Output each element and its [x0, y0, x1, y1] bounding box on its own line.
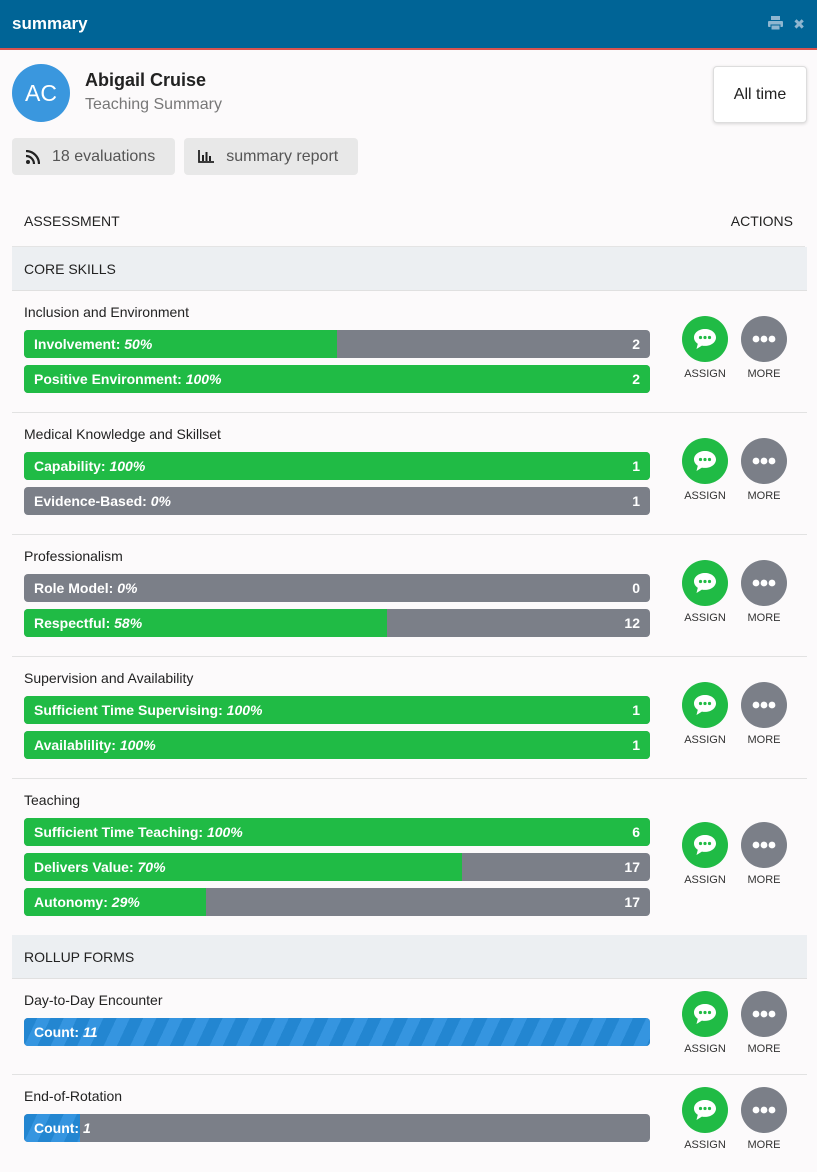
bar-name: Involvement: [34, 336, 121, 352]
assessment-group-inclusion-and-environment [12, 291, 807, 413]
progress-bar-capability[interactable] [24, 452, 650, 480]
chat-bubble-icon [682, 316, 728, 362]
bar-label [34, 609, 142, 637]
bar-value: 70% [137, 859, 166, 875]
progress-bar-availablility[interactable] [24, 731, 650, 759]
bar-value: 100% [226, 702, 263, 718]
bar-value: 11 [82, 1024, 98, 1040]
assign-button[interactable] [682, 682, 728, 746]
bar-count: 1 [632, 493, 640, 509]
chat-bubble-icon [682, 991, 728, 1037]
chat-bubble-icon [682, 822, 728, 868]
ellipsis-icon [741, 991, 787, 1037]
window-header [0, 0, 817, 50]
more-label: MORE [747, 734, 781, 746]
assign-button[interactable] [682, 316, 728, 380]
bar-count: 2 [632, 336, 640, 352]
assign-label: ASSIGN [684, 734, 726, 746]
more-button[interactable] [741, 560, 787, 624]
assign-button[interactable] [682, 822, 728, 886]
bar-label [34, 330, 152, 358]
bar-name: Count: [34, 1024, 80, 1040]
actions-column-header: ACTIONS [730, 213, 793, 229]
rss-icon [26, 150, 40, 164]
section-title: ROLLUP FORMS [24, 948, 135, 965]
bar-value: 100% [185, 371, 222, 387]
bar-value: 0% [150, 493, 171, 509]
group-label: Day-to-Day Encounter [24, 992, 163, 1008]
more-label: MORE [747, 612, 781, 624]
more-label: MORE [747, 368, 781, 380]
chat-bubble-icon [682, 560, 728, 606]
progress-bar-respectful[interactable] [24, 609, 650, 637]
bar-label [34, 1018, 98, 1046]
group-label: Medical Knowledge and Skillset [24, 426, 221, 442]
bar-count: 1 [632, 737, 640, 753]
ellipsis-icon [741, 822, 787, 868]
evaluations-button[interactable] [12, 138, 175, 175]
progress-bar-role-model[interactable] [24, 574, 650, 602]
assign-label: ASSIGN [684, 1139, 726, 1151]
group-label: Teaching [24, 792, 81, 808]
table-header [12, 213, 805, 247]
bar-count: 0 [632, 580, 640, 596]
progress-bar-count[interactable] [24, 1114, 650, 1142]
more-label: MORE [747, 490, 781, 502]
more-label: MORE [747, 1139, 781, 1151]
avatar: AC [12, 64, 70, 122]
summary-report-button[interactable] [184, 138, 358, 175]
progress-bar-sufficient-time-teaching[interactable] [24, 818, 650, 846]
bar-count: 17 [624, 894, 640, 910]
ellipsis-icon [741, 560, 787, 606]
bar-name: Autonomy: [34, 894, 108, 910]
bar-name: Respectful: [34, 615, 111, 631]
bar-label [34, 1114, 91, 1142]
chat-bubble-icon [682, 438, 728, 484]
group-label: End-of-Rotation [24, 1088, 123, 1104]
bar-name: Positive Environment: [34, 371, 182, 387]
assessment-group-professionalism [12, 535, 807, 657]
time-range-button[interactable]: All time [713, 66, 807, 123]
bar-label [34, 853, 166, 881]
section-header-core-skills [12, 247, 807, 291]
bar-chart-icon [198, 150, 214, 163]
user-subtitle: Teaching Summary [85, 96, 222, 113]
bar-label [34, 696, 262, 724]
bar-name: Delivers Value: [34, 859, 134, 875]
chat-bubble-icon [682, 682, 728, 728]
group-label: Inclusion and Environment [24, 304, 189, 320]
more-label: MORE [747, 873, 781, 886]
more-button[interactable] [741, 991, 787, 1055]
bar-name: Capability: [34, 458, 106, 474]
bar-label [34, 574, 137, 602]
bar-count: 1 [632, 458, 640, 474]
progress-bar-delivers-value[interactable] [24, 853, 650, 881]
chat-bubble-icon [682, 1087, 728, 1133]
bar-label [34, 731, 156, 759]
bar-count: 1 [632, 702, 640, 718]
assign-label: ASSIGN [684, 490, 726, 502]
bar-label [34, 888, 140, 916]
bar-value: 100% [206, 824, 243, 840]
ellipsis-icon [741, 682, 787, 728]
assign-button[interactable] [682, 1087, 728, 1151]
assign-button[interactable] [682, 438, 728, 502]
bar-name: Availablility: [34, 737, 116, 753]
assessment-group-supervision-and-availability [12, 657, 807, 779]
window-title: summary [12, 14, 88, 33]
bar-count: 12 [624, 615, 640, 631]
more-button[interactable] [741, 1087, 787, 1151]
assign-label: ASSIGN [684, 873, 726, 886]
assessment-group-teaching [12, 779, 807, 935]
assessment-column-header: ASSESSMENT [24, 213, 120, 229]
user-name: Abigail Cruise [85, 70, 207, 90]
progress-bar-autonomy[interactable] [24, 888, 650, 916]
bar-value: 29% [111, 894, 140, 910]
ellipsis-icon [741, 438, 787, 484]
more-label: MORE [747, 1043, 781, 1055]
progress-bar-sufficient-time-supervising[interactable] [24, 696, 650, 724]
assign-label: ASSIGN [684, 368, 726, 380]
progress-bar-involvement[interactable] [24, 330, 650, 358]
progress-bar-positive-environment[interactable] [24, 365, 650, 393]
progress-bar-evidence-based[interactable] [24, 487, 650, 515]
assign-label: ASSIGN [684, 612, 726, 624]
bar-count: 17 [624, 859, 640, 875]
assessment-group-day-to-day-encounter [12, 979, 807, 1075]
summary-report-label: summary report [226, 147, 339, 165]
assign-button[interactable] [682, 991, 728, 1055]
bar-label [34, 487, 171, 515]
bar-label [34, 818, 243, 846]
bar-name: Role Model: [34, 580, 114, 596]
bar-count: 6 [632, 824, 640, 840]
group-label: Supervision and Availability [24, 670, 194, 686]
assign-button[interactable] [682, 560, 728, 624]
profile-header [0, 50, 817, 138]
ellipsis-icon [741, 316, 787, 362]
more-button[interactable] [741, 438, 787, 502]
progress-bar-count[interactable] [24, 1018, 650, 1046]
bar-value: 100% [119, 737, 156, 753]
print-icon[interactable] [768, 16, 783, 33]
bar-name: Count: [34, 1120, 80, 1136]
bar-name: Sufficient Time Supervising: [34, 702, 223, 718]
more-button[interactable] [741, 822, 787, 886]
bar-value: 50% [124, 336, 153, 352]
bar-value: 0% [117, 580, 138, 596]
assessment-group-medical-knowledge-and-skillset [12, 413, 807, 535]
bar-value: 100% [109, 458, 146, 474]
assessment-group-end-of-rotation [12, 1075, 807, 1170]
ellipsis-icon [741, 1087, 787, 1133]
bar-label [34, 452, 145, 480]
bar-label [34, 365, 222, 393]
section-header-rollup-forms [12, 935, 807, 979]
bar-value: 1 [82, 1120, 91, 1136]
group-label: Professionalism [24, 548, 123, 564]
bar-name: Sufficient Time Teaching: [34, 824, 204, 840]
close-icon[interactable]: ✖ [793, 15, 805, 32]
bar-name: Evidence-Based: [34, 493, 147, 509]
evaluations-label: 18 evaluations [52, 147, 156, 165]
more-button[interactable] [741, 316, 787, 380]
progress-fill [24, 1018, 650, 1046]
assign-label: ASSIGN [684, 1043, 726, 1055]
bar-count: 2 [632, 371, 640, 387]
section-title: CORE SKILLS [24, 260, 116, 277]
more-button[interactable] [741, 682, 787, 746]
bar-value: 58% [114, 615, 143, 631]
